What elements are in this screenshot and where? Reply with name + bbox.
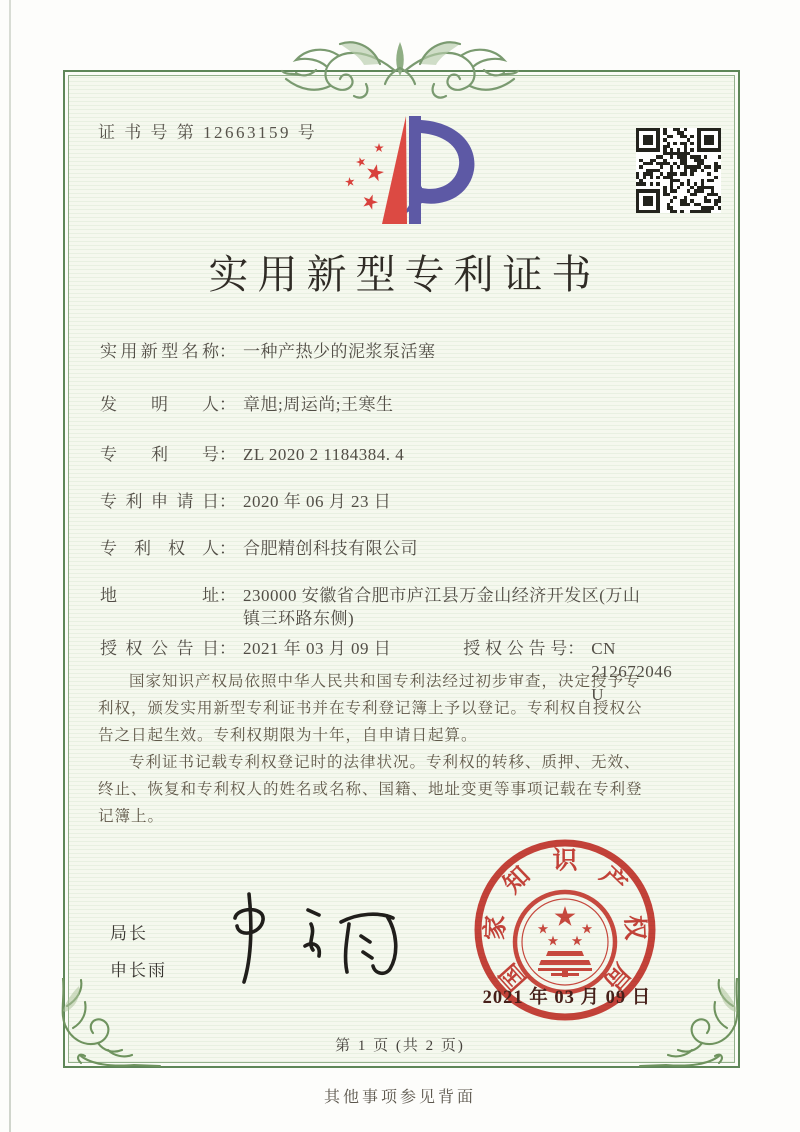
certificate-title: 实用新型专利证书 [208, 252, 601, 297]
certificate-number: 证 书 号 第 12663159 号 [98, 123, 318, 142]
field-value: 一种产热少的泥浆泵活塞 [243, 342, 436, 361]
signature-handwriting-icon [213, 882, 433, 1000]
field-colon: ： [219, 639, 236, 658]
back-note: 其他事项参见背面 [323, 1089, 476, 1106]
svg-text:家: 家 [482, 914, 510, 941]
body-paragraph-2: 专利证书记载专利权登记时的法律状况。专利权的转移、质押、无效、终止、恢复和专利权人的姓名或名称、国籍、地址变更等事项记载在专利登记簿上。 [98, 754, 643, 825]
field-label: 授权公告号 [463, 639, 568, 658]
field-value: 合肥精创科技有限公司 [243, 539, 418, 558]
svg-text:识: 识 [552, 847, 578, 875]
field-colon: ： [219, 445, 236, 464]
seal-date: 2021 年 03 月 09 日 [482, 988, 652, 1008]
field-row-filing-date [100, 490, 652, 513]
signature [213, 882, 433, 1000]
field-row-patentee [100, 537, 652, 560]
fields-section [100, 340, 673, 706]
field-value: ZL 2020 2 1184384. 4 [243, 445, 405, 464]
field-row-inventor [100, 393, 652, 416]
cnipa-logo [330, 110, 482, 238]
svg-text:局: 局 [597, 957, 635, 995]
svg-text:国: 国 [495, 957, 533, 995]
field-label: 授权公告日 [100, 639, 219, 658]
signer-block [110, 915, 167, 989]
field-row-name [100, 340, 652, 363]
field-colon: ： [219, 539, 236, 558]
field-label: 专利权人 [100, 539, 219, 558]
scan-edge-line [9, 0, 11, 1132]
field-value: 2021 年 03 月 09 日 [243, 639, 392, 658]
body-section [98, 668, 654, 830]
field-colon: ： [219, 342, 236, 361]
svg-text:产: 产 [594, 862, 632, 899]
page-number: 第 1 页 (共 2 页) [335, 1038, 465, 1054]
cnipa-logo-icon [330, 110, 482, 238]
qr-code [636, 128, 721, 213]
field-label: 发明人 [100, 395, 219, 414]
field-label: 专利号 [100, 445, 219, 464]
svg-text:权: 权 [620, 914, 648, 941]
field-row-address [100, 584, 652, 630]
svg-text:知: 知 [498, 862, 536, 899]
field-label: 实用新型名称 [100, 342, 219, 361]
field-value: 章旭;周运尚;王寒生 [243, 395, 394, 414]
field-label: 专利申请日 [100, 492, 219, 511]
body-paragraph-1: 国家知识产权局依照中华人民共和国专利法经过初步审查，决定授予专利权，颁发实用新型专利证书并在专利登记簿上予以登记。专利权自授权公告之日起生效。专利权期限为十年，自申请日起算。 [98, 673, 643, 744]
field-colon: ： [219, 586, 236, 605]
field-value: 2020 年 06 月 23 日 [243, 492, 392, 511]
field-colon: ： [219, 395, 236, 414]
field-value: CN 212672046 U [591, 639, 673, 704]
field-colon: ： [567, 639, 585, 658]
field-colon: ： [219, 492, 236, 511]
field-row-patent-no [100, 443, 652, 466]
field-value: 230000 安徽省合肥市庐江县万金山经济开发区(万山镇三环路东侧) [243, 586, 641, 628]
signer-title: 局长 [110, 924, 148, 943]
signer-name: 申长雨 [110, 961, 167, 980]
field-label: 地址 [100, 586, 219, 605]
